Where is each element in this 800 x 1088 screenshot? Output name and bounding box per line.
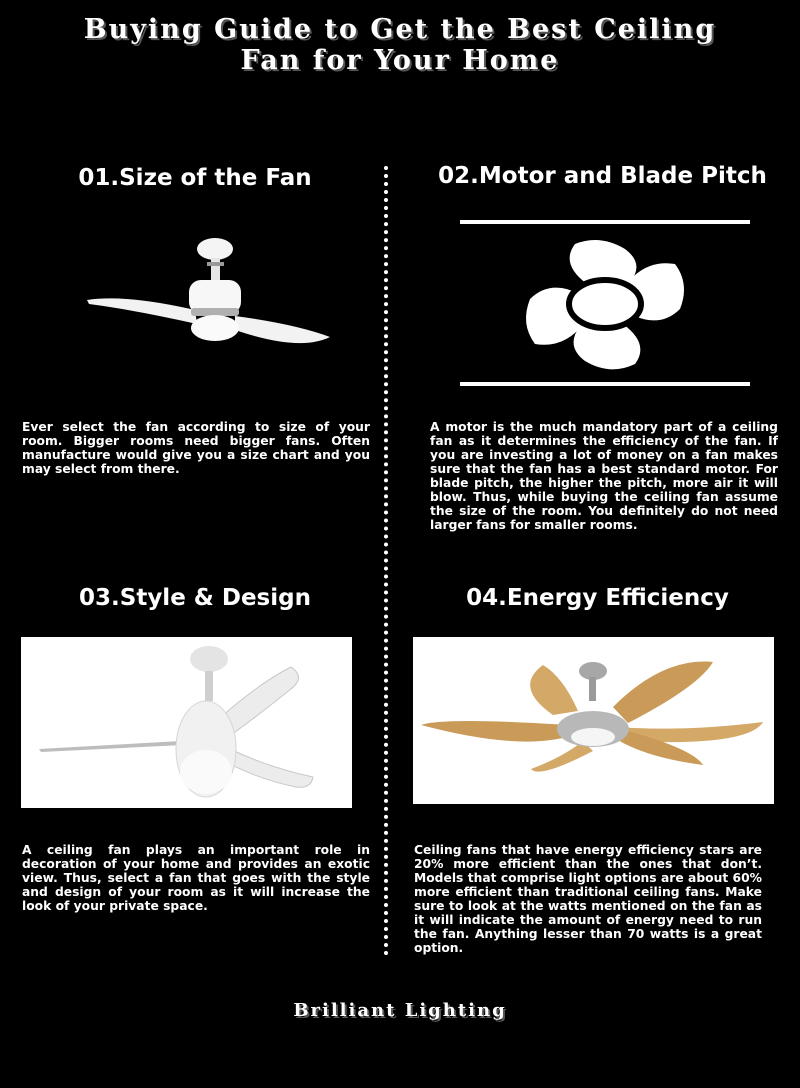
white-modern-ceiling-fan-image — [85, 232, 335, 352]
page-title — [20, 14, 780, 76]
title-line-1: Buying Guide to Get the Best Ceiling — [83, 14, 717, 45]
section-heading-size: 01.Size of the Fan — [78, 165, 312, 191]
section-heading-motor: 02.Motor and Blade Pitch — [438, 163, 767, 189]
fan-blade-icon — [460, 220, 750, 388]
footer-brand: Brilliant Lighting — [293, 1000, 507, 1021]
white-three-blade-ceiling-fan-image — [21, 637, 352, 808]
section-text-size: Ever select the fan according to size of your room. Bigger rooms need bigger fans. Often manufacture would give you a size chart and you may select from there. — [22, 420, 370, 476]
section-text-energy: Ceiling fans that have energy efficiency stars are 20% more efficient than the ones that don’t. Models that comprise light options are about 60% more efficient than traditional ceiling fans. Make sure to look at the watts mentioned on the fan as it will indicate the amount of energy need to run the fan. Anything lesser than 70 watts is a great option. — [414, 843, 762, 955]
section-heading-style: 03.Style & Design — [79, 585, 311, 611]
center-divider — [384, 166, 388, 956]
wooden-blade-ceiling-fan-image — [413, 637, 774, 804]
section-heading-energy: 04.Energy Efficiency — [466, 585, 729, 611]
section-text-motor: A motor is the much mandatory part of a ceiling fan as it determines the efficiency of the fan. If you are investing a lot of money on a fan makes sure that the fan has a best standard motor. For blade pitch, the higher the pitch, more air it will blow. Thus, while buying the ceiling fan assume the size of the room. You definitely do not need larger fans for smaller rooms. — [430, 420, 778, 532]
title-line-2: Fan for Your Home — [240, 45, 560, 76]
section-text-style: A ceiling fan plays an important role in decoration of your home and provides an exotic view. Thus, select a fan that goes with the style and design of your room as it will increase the look of your private space. — [22, 843, 370, 913]
